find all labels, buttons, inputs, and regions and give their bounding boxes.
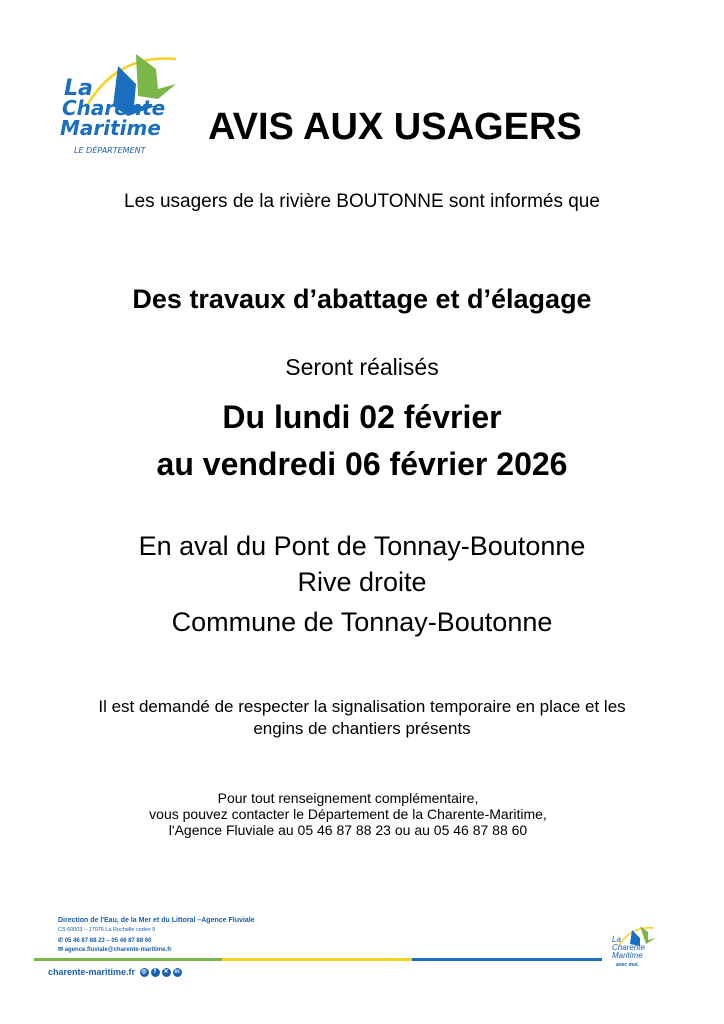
location-line: Rive droite	[297, 567, 427, 597]
notice-line: Il est demandé de respecter la signalisation temporaire en place et les	[98, 697, 626, 716]
logo-tagline: avec moi.	[616, 962, 639, 968]
logo-text: Charente	[612, 943, 645, 952]
seront-text: Seront réalisés	[285, 354, 439, 380]
footer-direction: Direction de l'Eau, de la Mer et du Littoral –Agence Fluviale	[58, 917, 255, 924]
logo-text: Charente	[62, 96, 166, 120]
x-icon[interactable]: ✕	[163, 969, 169, 976]
footer-address: CS 60003 – 17076 La Rochelle cedex 9	[58, 927, 156, 933]
footer-website[interactable]: charente-maritime.fr	[48, 967, 136, 977]
footer-logo	[610, 922, 660, 977]
department-logo	[58, 44, 188, 159]
footer-email[interactable]: agence.fluviale@charente-maritime.fr	[64, 947, 172, 953]
divider-blue	[412, 958, 602, 961]
contact-line: vous pouvez contacter le Département de la Charente-Maritime,	[149, 806, 547, 822]
notice-line: engins de chantiers présents	[253, 719, 471, 738]
divider-yellow	[222, 958, 412, 961]
divider-green	[34, 958, 222, 961]
logo-text: La	[64, 76, 93, 101]
contact-line: Pour tout renseignement complémentaire,	[217, 790, 479, 806]
facebook-icon[interactable]: f	[151, 968, 160, 977]
intro-text: Les usagers de la rivière BOUTONNE sont informés que	[124, 191, 600, 212]
instagram-icon[interactable]: ◎	[141, 969, 147, 976]
footer-phone: 05 46 87 88 23 – 05 46 87 88 60	[64, 938, 152, 944]
logo-text: Maritime	[612, 951, 643, 960]
date-start: Du lundi 02 février	[222, 399, 502, 435]
phone-icon: ✆	[58, 938, 64, 944]
date-end: au vendredi 06 février 2026	[156, 446, 568, 482]
linkedin-icon[interactable]: in	[174, 969, 180, 976]
mail-icon: ✉	[58, 947, 64, 953]
location-line: Commune de Tonnay-Boutonne	[171, 607, 553, 637]
works-heading: Des travaux d’abattage et d’élagage	[132, 284, 592, 314]
page-title: AVIS AUX USAGERS	[208, 106, 582, 148]
logo-text: Maritime	[60, 116, 161, 140]
logo-text: La	[612, 935, 621, 944]
location-line: En aval du Pont de Tonnay-Boutonne	[138, 531, 586, 561]
logo-tagline: LE DÉPARTEMENT	[74, 146, 146, 155]
contact-line: l'Agence Fluviale au 05 46 87 88 23 ou au 05 46 87 88 60	[168, 822, 528, 838]
